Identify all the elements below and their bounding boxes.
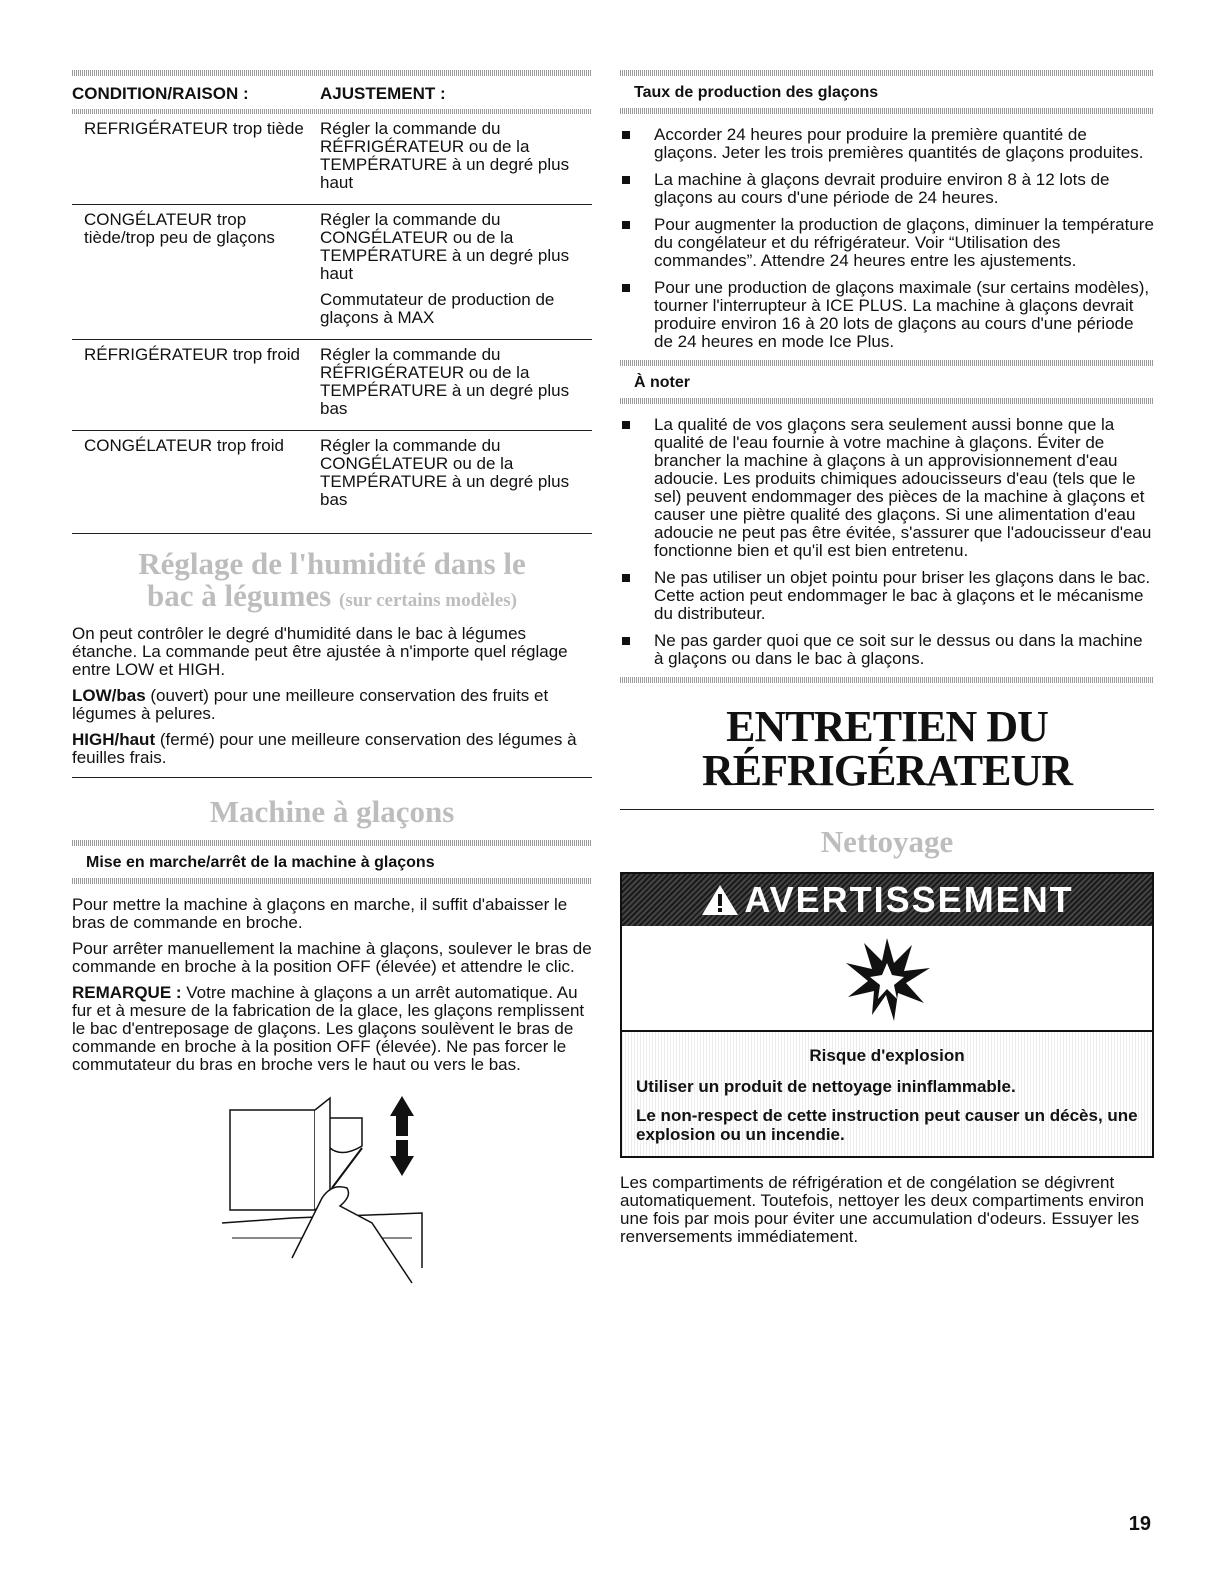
condition-cell: RÉFRIGÉRATEUR trop froid xyxy=(72,340,320,431)
bullet-icon xyxy=(622,221,630,229)
bullet-icon xyxy=(622,574,630,582)
humidity-intro: On peut contrôler le degré d'humidité dans le bac à légumes étanche. La commande peut être ajustée à n'importe quel réglage entre LOW et HIGH. xyxy=(72,624,568,679)
notes-list xyxy=(620,416,1154,668)
list-item xyxy=(620,216,1154,270)
adjustment-text: Régler la commande du CONGÉLATEUR ou de la TEMPÉRATURE à un degré plus bas xyxy=(320,436,570,509)
table-row xyxy=(72,340,592,431)
list-item-text: Ne pas garder quoi que ce soit sur le dessus ou dans la machine à glaçons ou dans le bac à glaçons. xyxy=(654,631,1143,668)
adjustment-text: Régler la commande du CONGÉLATEUR ou de la TEMPÉRATURE à un degré plus haut xyxy=(320,210,570,283)
maintenance-title-line2: RÉFRIGÉRATEUR xyxy=(701,746,1072,795)
adjustment-cell xyxy=(320,340,592,431)
icemaker-arm-illustration xyxy=(222,1088,482,1288)
table-header-row xyxy=(72,76,592,109)
production-subhead: Taux de production des glaçons xyxy=(634,84,879,101)
humidity-low-paragraph xyxy=(72,687,592,723)
low-label: LOW/bas xyxy=(72,686,146,705)
table-row xyxy=(72,431,592,534)
warning-body xyxy=(622,1032,1152,1156)
hazard-title: Risque d'explosion xyxy=(809,1046,965,1065)
condition-cell: CONGÉLATEUR trop froid xyxy=(72,431,320,534)
production-list xyxy=(620,126,1154,351)
humidity-title-line1: Réglage de l'humidité dans le xyxy=(138,546,526,581)
maintenance-title xyxy=(620,702,1154,795)
list-item xyxy=(620,171,1154,207)
table-row xyxy=(72,205,592,340)
icemaker-subhead: Mise en marche/arrêt de la machine à glaçons xyxy=(86,854,435,871)
humidity-high-paragraph xyxy=(72,731,592,767)
left-column xyxy=(72,70,592,1293)
warning-header xyxy=(622,874,1152,926)
warning-box xyxy=(620,872,1154,1158)
maintenance-title-line1: ENTRETIEN DU xyxy=(726,702,1048,751)
warning-line1: Utiliser un produit de nettoyage ininflammable. xyxy=(636,1077,1016,1096)
warning-line2: Le non-respect de cette instruction peut causer un décès, une explosion ou un incendie. xyxy=(636,1106,1138,1144)
cleaning-paragraph: Les compartiments de réfrigération et de congélation se dégivrent automatiquement. Toutefois, nettoyer les deux compartiments environ une fois par mois pour éviter une accumulation d'odeurs. Essuyer les renversements immédiatement. xyxy=(620,1173,1145,1246)
table-row xyxy=(72,114,592,205)
adjustment-text: Régler la commande du RÉFRIGÉRATEUR ou de la TEMPÉRATURE à un degré plus bas xyxy=(320,345,570,418)
list-item xyxy=(620,416,1154,560)
warning-triangle-icon xyxy=(700,883,740,917)
note-text: Votre machine à glaçons a un arrêt automatique. Au fur et à mesure de la fabrication de la glace, les glaçons remplissent le bac d'entreposage de glaçons. Les glaçons soulèvent le bras de commande en broche à la position OFF (élevée). Ne pas forcer le commutateur du bras en broche vers le haut ou vers le bas. xyxy=(72,983,585,1074)
icemaker-section-title: Machine à glaçons xyxy=(209,794,455,829)
right-column xyxy=(620,70,1154,1254)
list-item xyxy=(620,569,1154,623)
note-label: REMARQUE : xyxy=(72,983,182,1002)
warning-symbol-area xyxy=(622,926,1152,1032)
list-item-text: Pour une production de glaçons maximale (sur certains modèles), tourner l'interrupteur à ICE PLUS. La machine à glaçons devrait produire environ 16 à 20 lots de glaçons au cours d'une période de 24 heures en mode Ice Plus. xyxy=(654,278,1150,351)
notes-subhead: À noter xyxy=(634,374,690,391)
humidity-title-line2: bac à légumes xyxy=(146,578,332,613)
adjustment-cell xyxy=(320,431,592,534)
adjustment-table xyxy=(72,76,592,534)
bullet-icon xyxy=(622,176,630,184)
explosion-icon xyxy=(842,933,932,1023)
adjustment-cell xyxy=(320,114,592,205)
bullet-icon xyxy=(622,637,630,645)
cleaning-section-title: Nettoyage xyxy=(820,824,954,859)
icemaker-note xyxy=(72,984,592,1074)
list-item-text: Pour augmenter la production de glaçons, diminuer la température du congélateur et du réfrigérateur. Voir “Utilisation des commandes”. Attendre 24 heures entre les ajustements. xyxy=(654,215,1154,270)
list-item-text: Ne pas utiliser un objet pointu pour briser les glaçons dans le bac. Cette action peut endommager le bac à glaçons et le mécanisme du distributeur. xyxy=(654,568,1151,623)
condition-header: CONDITION/RAISON : xyxy=(72,84,249,103)
humidity-section-title xyxy=(72,548,592,617)
adjustment-cell xyxy=(320,205,592,340)
condition-cell: REFRIGÉRATEUR trop tiède xyxy=(72,114,320,205)
list-item xyxy=(620,279,1154,351)
icemaker-p2: Pour arrêter manuellement la machine à glaçons, soulever le bras de commande en broche à la position OFF (élevée) et attendre le clic. xyxy=(72,939,592,976)
bullet-icon xyxy=(622,131,630,139)
page-number: 19 xyxy=(1128,1513,1151,1535)
icemaker-p1: Pour mettre la machine à glaçons en marche, il suffit d'abaisser le bras de commande en broche. xyxy=(72,895,568,932)
list-item xyxy=(620,126,1154,162)
humidity-title-note: (sur certains modèles) xyxy=(339,590,518,611)
adjustment-text: Commutateur de production de glaçons à MAX xyxy=(320,290,555,327)
list-item-text: La qualité de vos glaçons sera seulement aussi bonne que la qualité de l'eau fournie à votre machine à glaçons. Éviter de brancher la machine à glaçons à un approvisionnement d'eau adoucie. Les produits chimiques adoucisseurs d'eau (tels que le sel) peuvent endommager des pièces de la machine à glaçons et causer une piètre qualité des glaçons. Si une alimentation d'eau adoucie ne peut pas être évitée, s'assurer que l'adoucisseur d'eau fonctionne bien et qu'il est bien entretenu. xyxy=(654,415,1152,560)
high-label: HIGH/haut xyxy=(72,730,156,749)
warning-word: AVERTISSEMENT xyxy=(744,879,1074,920)
list-item xyxy=(620,632,1154,668)
list-item-text: Accorder 24 heures pour produire la première quantité de glaçons. Jeter les trois premières quantités de glaçons produites. xyxy=(654,125,1144,162)
list-item-text: La machine à glaçons devrait produire environ 8 à 12 lots de glaçons au cours d'une période de 24 heures. xyxy=(654,170,1110,207)
adjustment-header: AJUSTEMENT : xyxy=(320,84,446,103)
high-text: (fermé) pour une meilleure conservation des légumes à feuilles frais. xyxy=(72,730,577,767)
adjustment-text: Régler la commande du RÉFRIGÉRATEUR ou de la TEMPÉRATURE à un degré plus haut xyxy=(320,119,570,192)
condition-cell: CONGÉLATEUR trop tiède/trop peu de glaçons xyxy=(72,205,320,340)
bullet-icon xyxy=(622,284,630,292)
low-text: (ouvert) pour une meilleure conservation des fruits et légumes à pelures. xyxy=(72,686,549,723)
bullet-icon xyxy=(622,421,630,429)
